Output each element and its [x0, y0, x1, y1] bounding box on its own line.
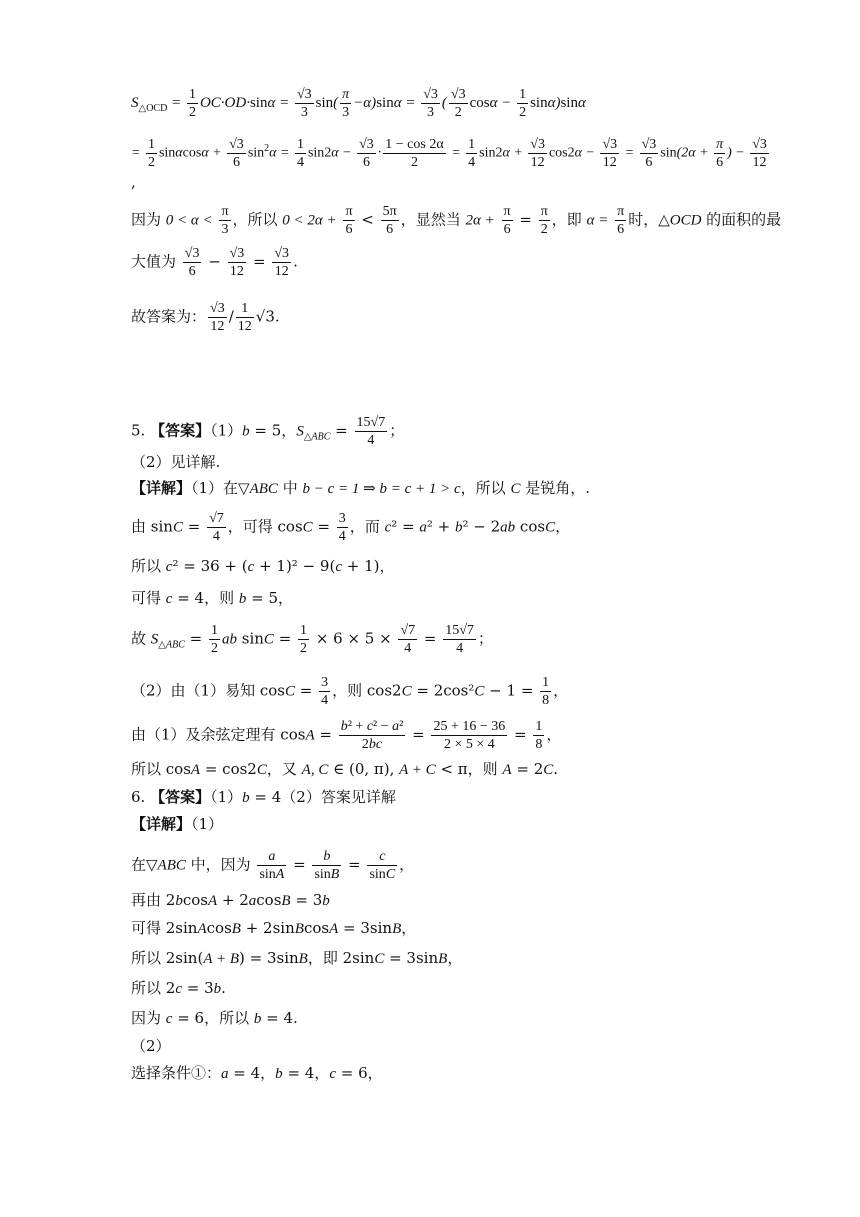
text-line-range: 因为 0 < α < $\frac{\pi}{3}$ ，所以 0 < 2α + $\frac{\pi}{6}$ < $\frac{5\pi}{6}$ ，显然当 2α + $\frac{\pi}{6}$ = $\frac{\pi}{2}$ ，即 α = $\frac{\pi}{6}$ 时，△OCD 的面积的最 — [131, 204, 782, 237]
text-line: 在▽ABC 中，因为 $\frac{a}{\sin A}$ = $\frac{b}{\sin B}$ = $\frac{c}{\sin C}$ ， — [131, 849, 415, 882]
math-line-expansion: = $\frac{1}{2}$ sinαcosα + $\frac{√3}{6}$ $\sin^2\alpha$ = $\frac{1}{4}$ sin2α − $\frac{√3}{6}$ · $\frac{1 - \cos 2\alpha}{2}$ = $\frac{1}{4}$ sin2α + $\frac{√3}{12}$ cos2α − $\frac{√3}{12}$ = $\frac{√3}{6}$ sin(2α + $\frac{\pi}{6}$ ) − $\frac{√3}{12}$ — [131, 137, 767, 170]
answer-5-header: 5. 【答案】（1）b = 5，$S_{\triangle ABC}$ = $\frac{15√7}{4}$ ； — [131, 415, 405, 448]
text-line: （2）见详解. — [131, 453, 221, 471]
text-line: 所以 2c = 3b. — [131, 979, 226, 997]
text-line: 可得 2sinAcosB + 2sinBcosA = 3sinB， — [131, 919, 417, 937]
text-line: 【详解】（1） — [131, 815, 224, 833]
text-line: 所以 cosA = cos2C，又 A, C ∈ (0, π), A + C < π，则 A = 2C. — [131, 760, 559, 778]
text-line: （2）由（1）易知 cosC = $\frac{3}{4}$ ，则 cos2C = 2cos²C − 1 = $\frac{1}{8}$ ， — [131, 675, 569, 708]
text-line-answer: 故答案为： $\frac{√3}{12}$ / $\frac{1}{12}$ √3. — [131, 301, 280, 334]
text-line: 由（1）及余弦定理有 cosA = $\frac{\text{b² + c² − a²}}{2bc}$ = $\frac{25 + 16 - 36}{2 \times 5 \times 4}$ = $\frac{1}{8}$ ， — [131, 719, 562, 752]
text-line: 可得 c = 4，则 b = 5， — [131, 589, 294, 607]
text-line: 因为 c = 6，所以 b = 4. — [131, 1009, 298, 1027]
text-line: 所以 2sin(A + B) = 3sinB，即 2sinC = 3sinB， — [131, 949, 463, 967]
text-line: 由 sinC = $\frac{√7}{4}$ ，可得 cosC = $\frac{3}{4}$ ，而 c² = a² + b² − 2ab cosC， — [131, 511, 571, 544]
text-line: 故 $S_{\triangle ABC}$ = $\frac{1}{2}$ ab sinC = $\frac{1}{2}$ × 6 × 5 × $\frac{√7}{4}$ = $\frac{15√7}{4}$ ； — [131, 623, 493, 656]
text-line: , — [131, 173, 136, 191]
text-line: 选择条件①：a = 4，b = 4，c = 6， — [131, 1064, 383, 1082]
math-line-area-formula: $S_{\triangle OCD}$ = $\frac{1}{2}$ OC·OD·sinα = $\frac{√3}{3}$ sin( $\frac{\pi}{3}$ −α)sinα = $\frac{√3}{3}$ ( $\frac{√3}{2}$ cosα − $\frac{1}{2}$ sinα)sinα — [131, 87, 586, 120]
text-line: （2） — [131, 1037, 171, 1055]
text-line-max: 大值为 $\frac{√3}{6}$ − $\frac{√3}{12}$ = $\frac{√3}{12}$ . — [131, 246, 298, 279]
text-line: 所以 c² = 36 + (c + 1)² − 9(c + 1)， — [131, 557, 395, 575]
answer-6-header: 6. 【答案】（1）b = 4（2）答案见详解 — [131, 788, 396, 806]
text-line: 【详解】（1）在▽ABC 中 b − c = 1 ⇒ b = c + 1 > c，所以 C 是锐角，. — [131, 479, 590, 497]
text-line: 再由 2bcosA + 2acosB = 3b — [131, 891, 330, 909]
